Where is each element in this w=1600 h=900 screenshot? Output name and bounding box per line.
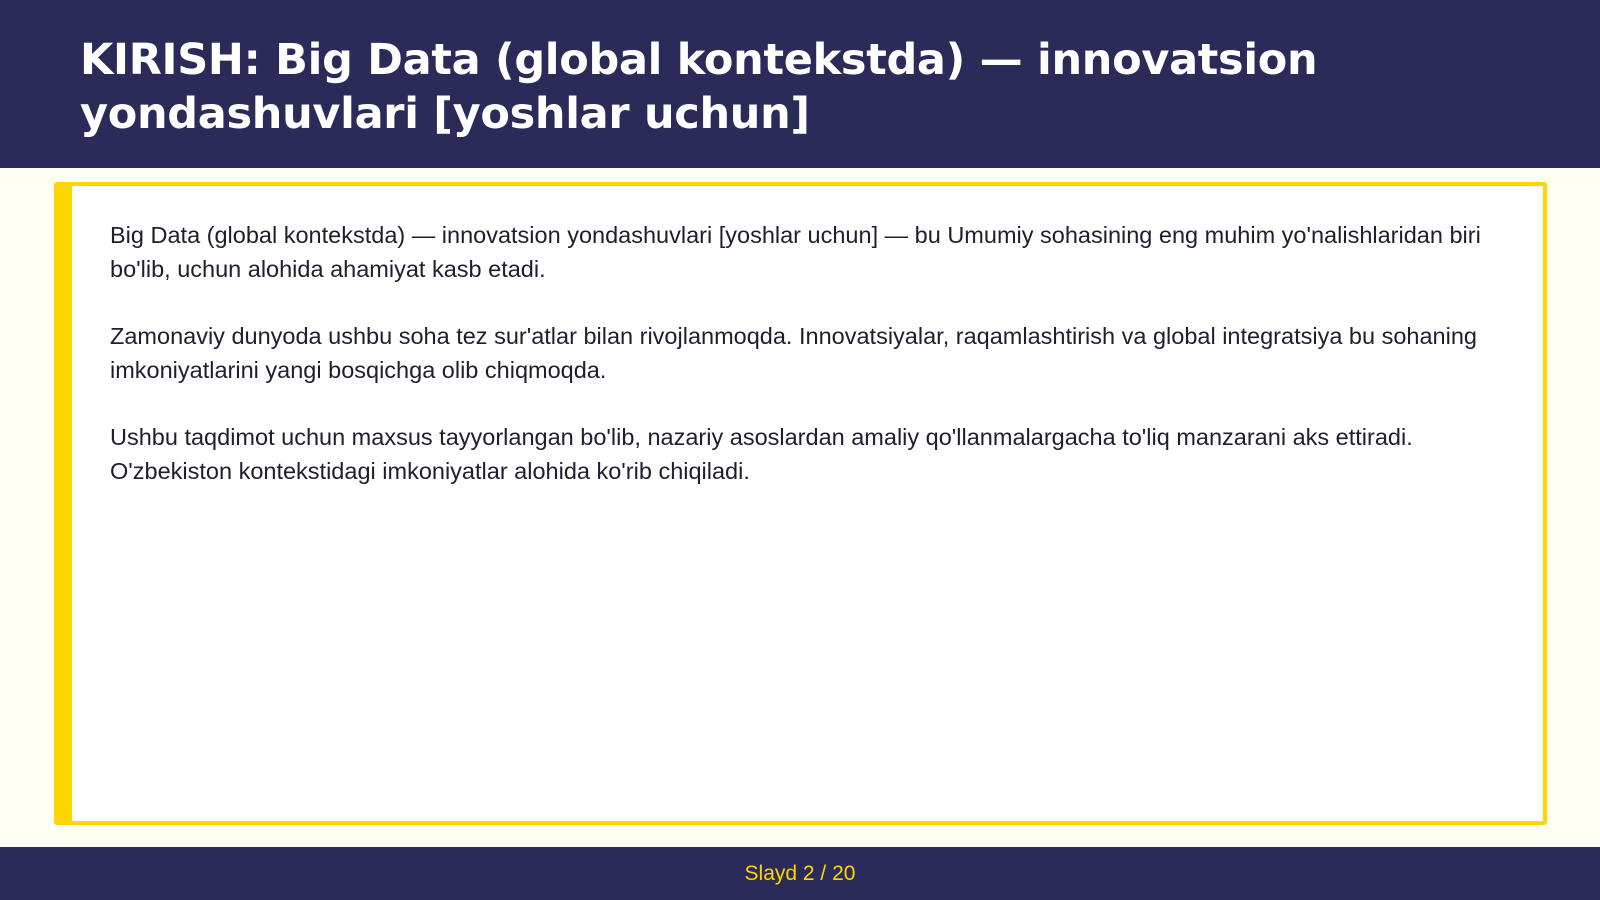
slide-counter: Slayd 2 / 20 <box>744 862 856 885</box>
slide-footer <box>0 847 1600 900</box>
presentation-paragraph: Ushbu taqdimot uchun maxsus tayyorlangan bo'lib, nazariy asoslardan amaliy qo'llanmalargacha to'liq manzarani aks ettiradi. O'zbekiston kontekstidagi imkoniyatlar alohida ko'rib chiqiladi. <box>110 424 1413 484</box>
context-paragraph: Zamonaviy dunyoda ushbu soha tez sur'atlar bilan rivojlanmoqda. Innovatsiyalar, raqamlashtirish va global integratsiya bu sohaning imkoniyatlarini yangi bosqichga olib chiqmoqda. <box>110 323 1477 383</box>
intro-paragraph: Big Data (global kontekstda) — innovatsion yondashuvlari [yoshlar uchun] — bu Umumiy sohasining eng muhim yo'nalishlaridan biri bo'lib, uchun alohida ahamiyat kasb etadi. <box>110 222 1481 282</box>
content-card <box>54 182 1547 825</box>
slide-title: KIRISH: Big Data (global kontekstda) — innovatsion yondashuvlari [yoshlar uchun] <box>80 35 1318 139</box>
slide-header <box>0 0 1600 168</box>
